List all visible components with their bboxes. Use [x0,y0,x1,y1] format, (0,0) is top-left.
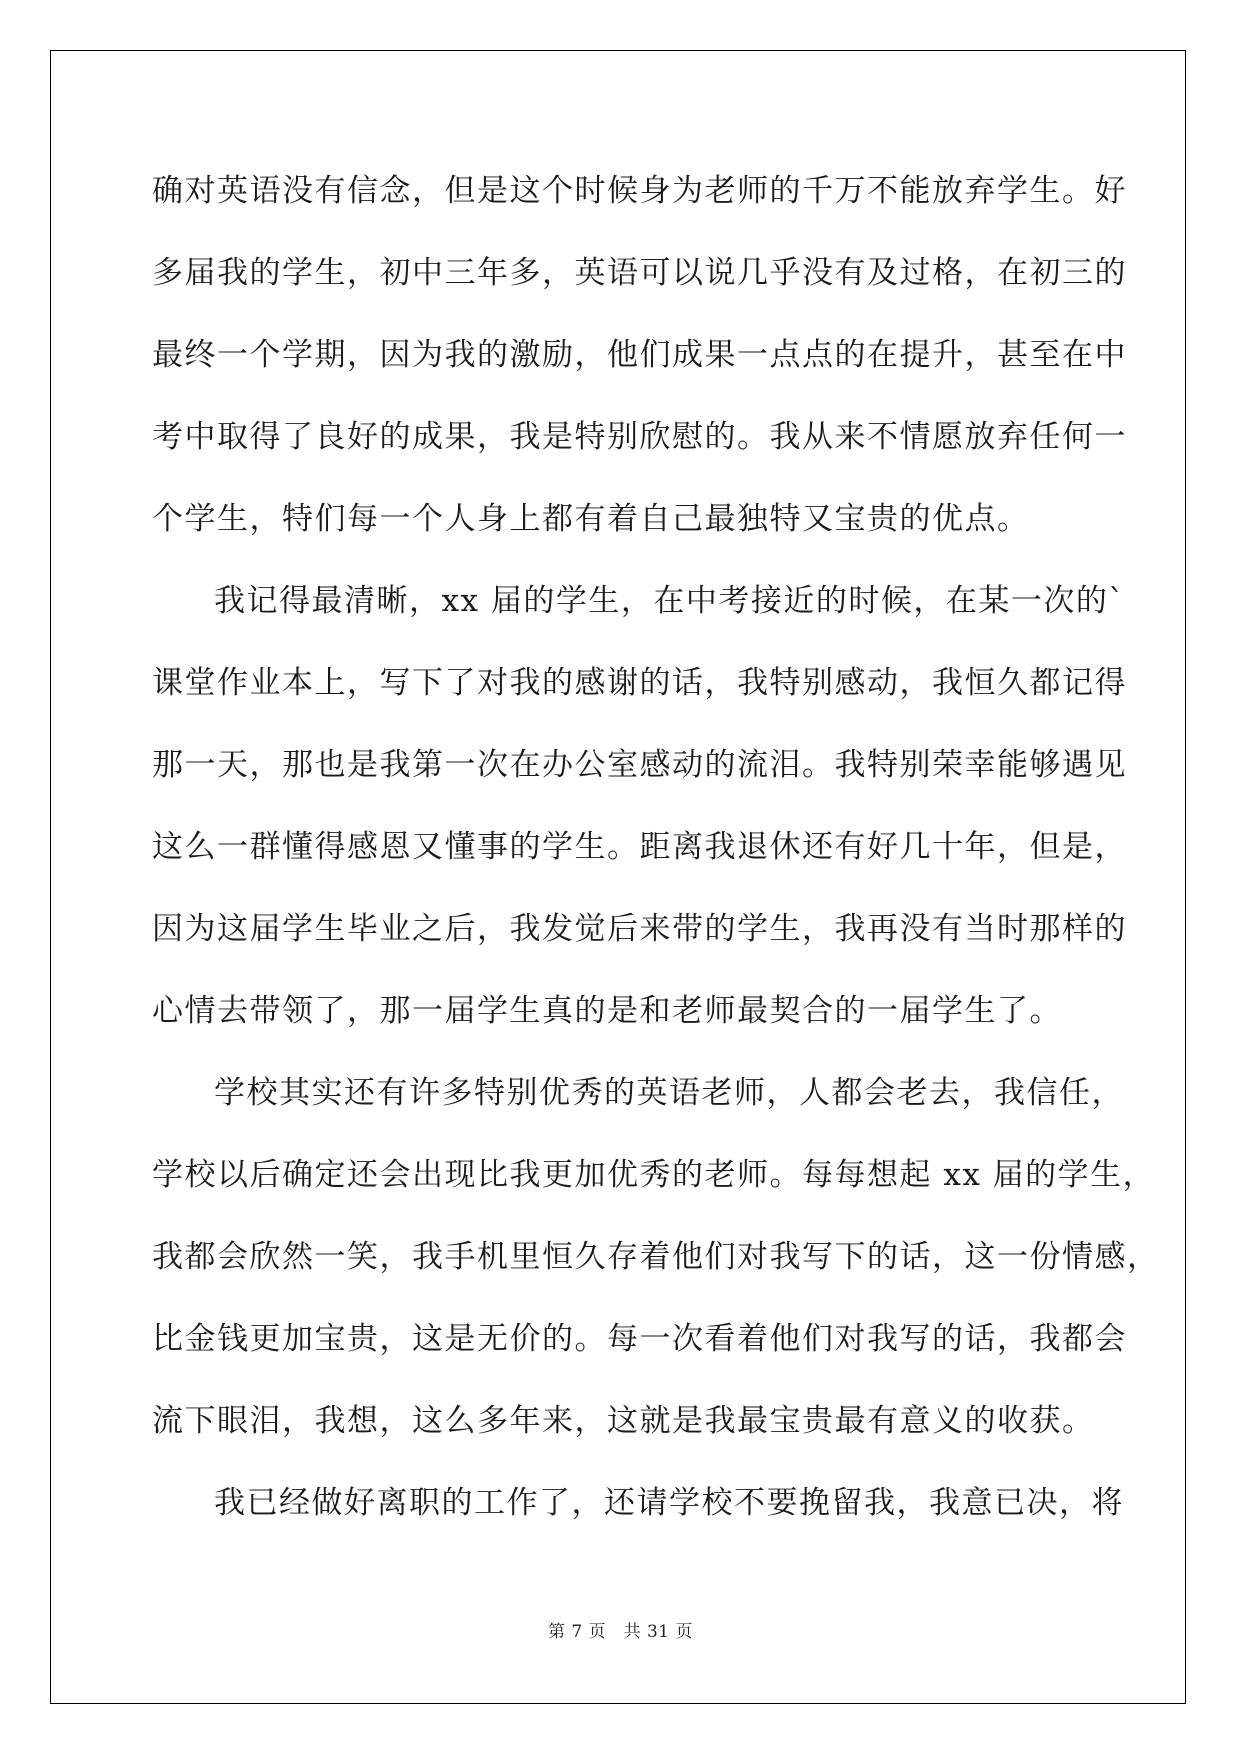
paragraph-first-line: 我已经做好离职的工作了，还请学校不要挽留我，我意已决，将 [214,1485,1124,1521]
document-body [152,158,1160,1552]
text-line: 比金钱更加宝贵，这是无价的。每一次看着他们对我写的话，我都会 [152,1321,1127,1357]
text-line: 我都会欣然一笑，我手机里恒久存着他们对我写下的话，这一份情感， [152,1239,1160,1275]
text-line: 最终一个学期，因为我的激励，他们成果一点点的在提升，甚至在中 [152,337,1127,373]
text-line: 心情去带领了，那一届学生真的是和老师最契合的一届学生了。 [152,993,1062,1029]
text-line: 考中取得了良好的成果，我是特别欣慰的。我从来不情愿放弃任何一 [152,419,1127,455]
paragraph-first-line: 学校其实还有许多特别优秀的英语老师，人都会老去，我信任， [214,1075,1124,1111]
text-line: 课堂作业本上，写下了对我的感谢的话，我特别感动，我恒久都记得 [152,665,1127,701]
text-line: 流下眼泪，我想，这么多年来，这就是我最宝贵最有意义的收获。 [152,1403,1095,1439]
page-number: 第 7 页 共 31 页 [547,1622,694,1642]
text-line: 这么一群懂得感恩又懂事的学生。距离我退休还有好几十年，但是， [152,829,1127,865]
text-line: 个学生，特们每一个人身上都有着自己最独特又宝贵的优点。 [152,501,1030,537]
paragraph-first-line: 我记得最清晰，xx 届的学生，在中考接近的时候，在某一次的` [214,583,1126,619]
text-line: 确对英语没有信念，但是这个时候身为老师的千万不能放弃学生。好 [152,173,1127,209]
text-line: 那一天，那也是我第一次在办公室感动的流泪。我特别荣幸能够遇见 [152,747,1127,783]
text-line: 因为这届学生毕业之后，我发觉后来带的学生，我再没有当时那样的 [152,911,1127,947]
text-line: 多届我的学生，初中三年多，英语可以说几乎没有及过格，在初三的 [152,255,1127,291]
text-line: 学校以后确定还会出现比我更加优秀的老师。每每想起 xx 届的学生， [152,1157,1156,1193]
